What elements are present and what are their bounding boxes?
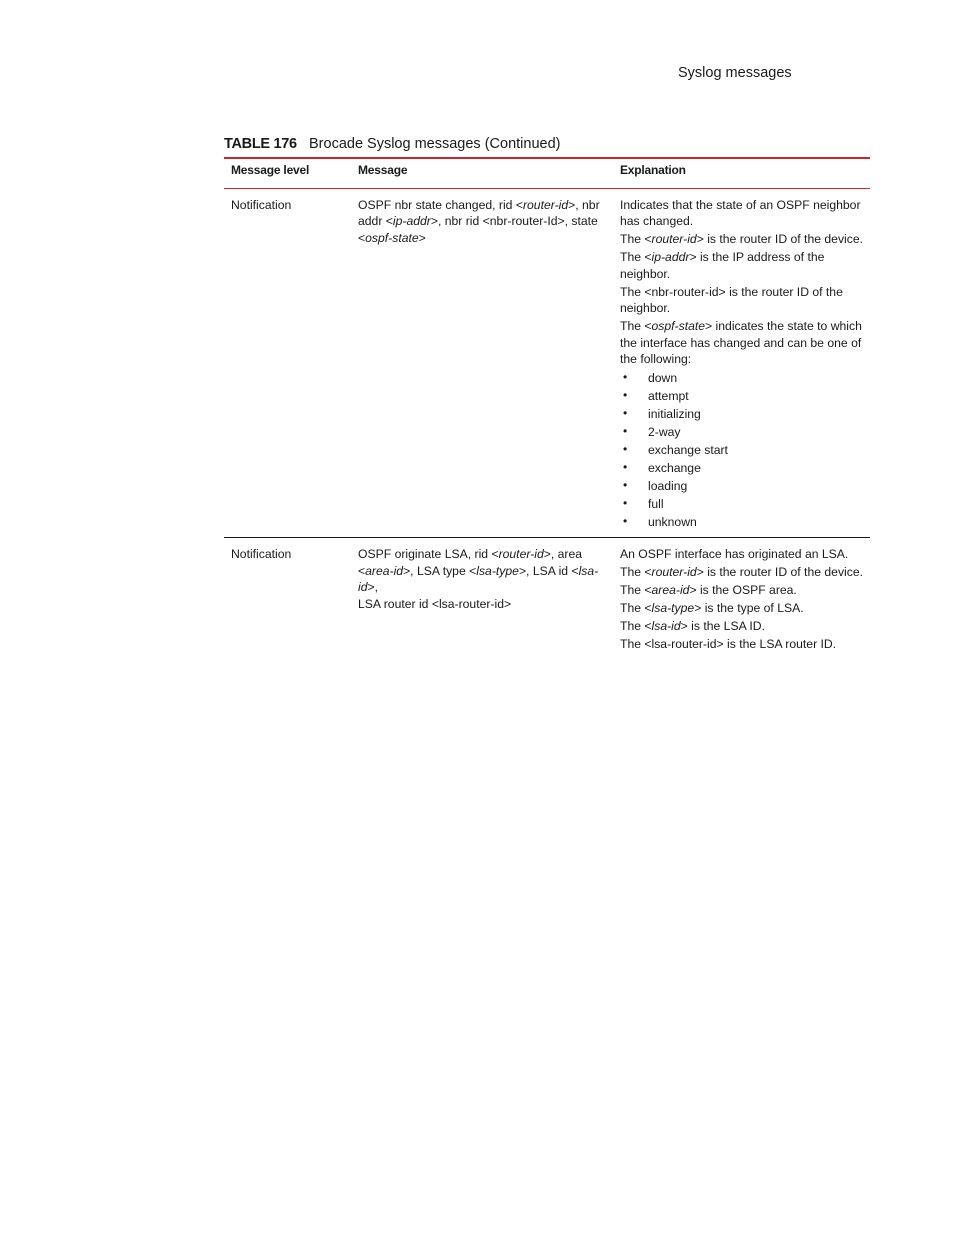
message-param: ip-addr <box>392 214 431 228</box>
list-item-label: attempt <box>648 389 689 403</box>
explanation-param: router-id <box>651 565 697 579</box>
table-number: TABLE 176 <box>224 136 297 152</box>
bullet-icon: • <box>623 478 628 492</box>
explanation-text: > is the LSA ID. <box>680 619 765 633</box>
explanation-paragraph: An OSPF interface has originated an LSA. <box>620 547 849 561</box>
explanation-text: The < <box>620 250 652 264</box>
explanation-text: > is the OSPF area. <box>689 583 797 597</box>
message-param: lsa-type <box>476 563 519 578</box>
explanation-text: > is the router ID of the device. <box>696 232 863 246</box>
column-header-message: Message <box>358 163 408 177</box>
message-text: OSPF nbr state changed, rid < <box>358 197 523 212</box>
explanation-paragraph <box>620 318 864 368</box>
message-param: router-id <box>522 197 569 212</box>
message-param: ospf-state <box>365 230 419 245</box>
bullet-icon: • <box>623 442 628 456</box>
list-item <box>620 387 864 405</box>
list-item <box>620 459 864 477</box>
message-text: >, nbr addr < <box>358 197 600 228</box>
explanation-text: The < <box>620 565 652 579</box>
list-item-label: initializing <box>648 407 701 421</box>
list-item-label: exchange <box>648 461 701 475</box>
table-header-row <box>224 158 870 188</box>
explanation-param: lsa-id <box>651 619 681 633</box>
table-title: Brocade Syslog messages (Continued) <box>309 136 561 152</box>
explanation-param: router-id <box>651 232 697 246</box>
list-item <box>620 441 864 459</box>
explanation-text: The < <box>620 601 652 615</box>
list-item-label: down <box>648 371 678 385</box>
message-level-cell: Notification <box>231 197 292 212</box>
message-cell <box>351 188 613 538</box>
list-item <box>620 495 864 513</box>
list-item <box>620 405 864 423</box>
explanation-paragraph <box>620 231 864 248</box>
table-caption <box>224 136 560 152</box>
explanation-text: The < <box>620 319 652 333</box>
explanation-param: area-id <box>651 583 690 597</box>
explanation-paragraph <box>620 618 864 635</box>
message-param: area-id <box>365 563 404 578</box>
list-item <box>620 513 864 531</box>
explanation-paragraph <box>620 582 864 599</box>
explanation-paragraph: The <nbr-router-id> is the router ID of the neighbor. <box>620 284 843 315</box>
explanation-paragraph: Indicates that the state of an OSPF neighbor has changed. <box>620 197 861 228</box>
syslog-table <box>224 157 870 660</box>
message-param: router-id <box>498 547 544 561</box>
column-header-explanation: Explanation <box>620 163 686 177</box>
message-text: >, nbr rid <nbr-router-Id>, state < <box>358 214 598 245</box>
bullet-icon: • <box>623 460 628 474</box>
list-item-label: exchange start <box>648 443 728 457</box>
list-item <box>620 369 864 387</box>
bullet-icon: • <box>623 496 628 510</box>
explanation-param: lsa-type <box>651 601 695 615</box>
bullet-icon: • <box>623 424 628 438</box>
message-text: OSPF originate LSA, rid < <box>358 547 499 561</box>
table-row <box>224 188 870 538</box>
explanation-paragraph <box>620 600 864 617</box>
message-text: >, LSA id < <box>518 563 579 578</box>
list-item <box>620 423 864 441</box>
message-cell <box>351 538 613 661</box>
list-item-label: 2-way <box>648 425 681 439</box>
explanation-param: ospf-state <box>651 319 706 333</box>
running-header: Syslog messages <box>678 65 792 81</box>
explanation-paragraph <box>620 564 864 581</box>
bullet-icon: • <box>623 406 628 420</box>
bullet-icon: • <box>623 370 628 384</box>
ospf-state-list <box>620 369 864 531</box>
explanation-paragraph: The <lsa-router-id> is the LSA router ID. <box>620 637 837 651</box>
message-text: > <box>418 230 426 245</box>
explanation-text: > is the IP address of the neighbor. <box>620 250 825 281</box>
explanation-cell <box>613 188 870 538</box>
explanation-paragraph <box>620 249 864 282</box>
explanation-text: The < <box>620 232 652 246</box>
message-text: >, area < <box>358 547 583 578</box>
bullet-icon: • <box>623 514 628 528</box>
explanation-text: The < <box>620 619 652 633</box>
message-level-cell: Notification <box>231 547 292 561</box>
message-text: LSA router id <lsa-router-id> <box>358 596 512 611</box>
explanation-param: ip-addr <box>651 250 690 264</box>
explanation-text: The < <box>620 583 652 597</box>
message-text: >, <box>367 580 379 594</box>
column-header-message-level: Message level <box>231 163 310 177</box>
bullet-icon: • <box>623 388 628 402</box>
list-item <box>620 477 864 495</box>
explanation-text: > is the type of LSA. <box>694 601 804 615</box>
list-item-label: loading <box>648 479 688 493</box>
message-text: >, LSA type < <box>403 563 477 578</box>
message-param: lsa-id <box>358 563 599 594</box>
explanation-text: > indicates the state to which the interface has changed and can be one of the following: <box>620 319 862 366</box>
explanation-text: > is the router ID of the device. <box>696 565 863 579</box>
table-row <box>224 538 870 661</box>
list-item-label: full <box>648 497 664 511</box>
list-item-label: unknown <box>648 515 697 529</box>
explanation-cell <box>613 538 870 661</box>
